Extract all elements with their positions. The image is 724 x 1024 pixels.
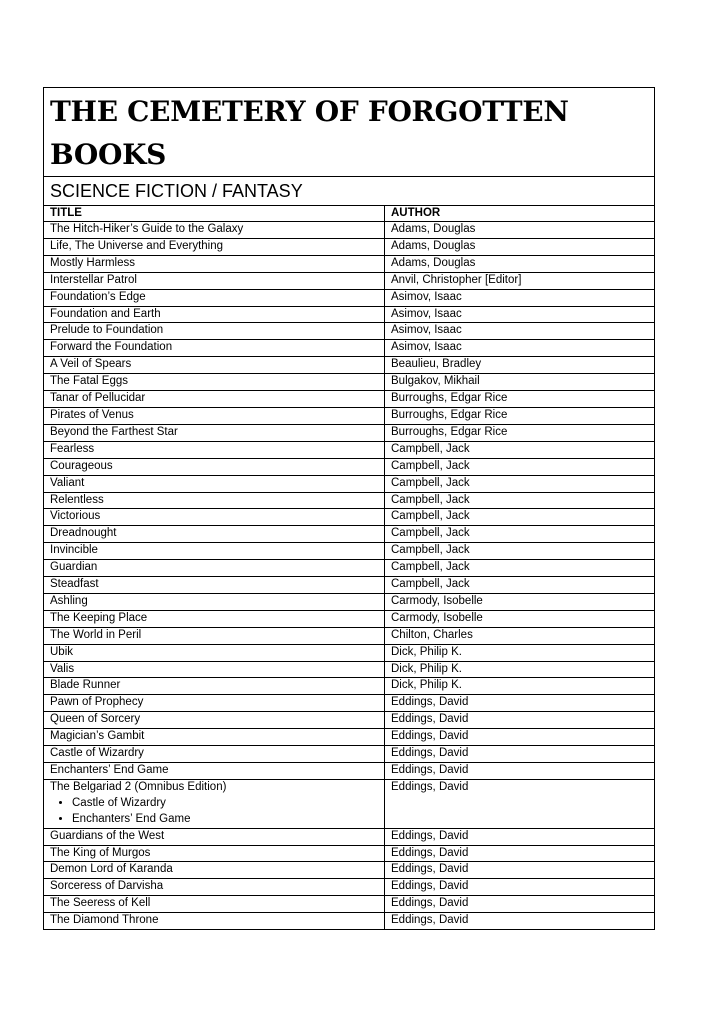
table-row — [44, 374, 655, 391]
book-title-cell — [44, 222, 385, 239]
book-author-cell — [385, 610, 655, 627]
book-author-cell — [385, 357, 655, 374]
book-title: Courageous — [50, 459, 113, 472]
book-author-cell — [385, 644, 655, 661]
table-row — [44, 577, 655, 594]
table-row — [44, 509, 655, 526]
table-row — [44, 644, 655, 661]
book-author: Anvil, Christopher [Editor] — [391, 273, 522, 286]
table-row — [44, 306, 655, 323]
book-title: Ubik — [50, 645, 74, 658]
book-author: Campbell, Jack — [391, 561, 470, 574]
table-row — [44, 896, 655, 913]
book-title: Fearless — [50, 442, 95, 455]
table-row — [44, 340, 655, 357]
book-catalog-table — [43, 87, 655, 930]
book-author: Beaulieu, Bradley — [391, 358, 482, 371]
book-title: Relentless — [50, 493, 104, 506]
book-title-cell — [44, 424, 385, 441]
book-title: The Diamond Throne — [50, 914, 159, 927]
table-row — [44, 862, 655, 879]
book-title: Pirates of Venus — [50, 408, 134, 421]
book-author-cell — [385, 509, 655, 526]
book-title: The Belgariad 2 (Omnibus Edition) — [50, 780, 227, 793]
book-author: Burroughs, Edgar Rice — [391, 425, 508, 438]
book-title: Blade Runner — [50, 679, 121, 692]
book-title: The Seeress of Kell — [50, 897, 151, 910]
book-title: Guardian — [50, 561, 98, 574]
book-title-cell — [44, 862, 385, 879]
book-title-cell — [44, 407, 385, 424]
table-row — [44, 729, 655, 746]
table-row — [44, 475, 655, 492]
table-row — [44, 543, 655, 560]
table-row — [44, 492, 655, 509]
table-row — [44, 289, 655, 306]
book-title-cell — [44, 391, 385, 408]
table-row — [44, 879, 655, 896]
book-title: Guardians of the West — [50, 829, 165, 842]
book-title-cell — [44, 577, 385, 594]
book-author: Campbell, Jack — [391, 476, 470, 489]
column-header-title: TITLE — [44, 206, 385, 222]
book-author: Burroughs, Edgar Rice — [391, 392, 508, 405]
book-title-cell — [44, 763, 385, 780]
book-author: Campbell, Jack — [391, 510, 470, 523]
book-title-cell — [44, 374, 385, 391]
book-title: Foundation’s Edge — [50, 290, 146, 303]
table-row — [44, 458, 655, 475]
book-title: Forward the Foundation — [50, 341, 173, 354]
book-author-cell — [385, 879, 655, 896]
omnibus-contents-list — [50, 796, 378, 828]
table-row — [44, 712, 655, 729]
book-title-cell — [44, 845, 385, 862]
book-author-cell — [385, 828, 655, 845]
book-author-cell — [385, 374, 655, 391]
book-author-cell — [385, 441, 655, 458]
book-title: Valiant — [50, 476, 85, 489]
book-title: Dreadnought — [50, 527, 117, 540]
book-author-cell — [385, 238, 655, 255]
book-author: Adams, Douglas — [391, 223, 476, 235]
book-author-cell — [385, 627, 655, 644]
book-author-cell — [385, 306, 655, 323]
book-author: Eddings, David — [391, 780, 469, 793]
title-row — [44, 88, 655, 177]
book-author-cell — [385, 845, 655, 862]
table-row — [44, 913, 655, 930]
table-row — [44, 407, 655, 424]
book-author-cell — [385, 661, 655, 678]
book-author: Eddings, David — [391, 696, 469, 709]
book-author-cell — [385, 913, 655, 930]
book-title-cell — [44, 441, 385, 458]
book-author-cell — [385, 526, 655, 543]
book-author: Campbell, Jack — [391, 544, 470, 557]
book-author: Campbell, Jack — [391, 578, 470, 591]
book-author: Eddings, David — [391, 713, 469, 726]
book-author: Chilton, Charles — [391, 628, 473, 641]
book-author: Burroughs, Edgar Rice — [391, 408, 508, 421]
book-title-cell — [44, 610, 385, 627]
book-title: The King of Murgos — [50, 846, 151, 859]
book-title-cell — [44, 340, 385, 357]
book-author-cell — [385, 543, 655, 560]
document-title: THE CEMETERY OF FORGOTTEN BOOKS — [44, 88, 655, 177]
book-author: Eddings, David — [391, 880, 469, 893]
book-author-cell — [385, 678, 655, 695]
book-author-cell — [385, 492, 655, 509]
section-row — [44, 177, 655, 206]
book-author: Asimov, Isaac — [391, 290, 462, 303]
book-title: Victorious — [50, 510, 101, 523]
table-row — [44, 627, 655, 644]
book-author-cell — [385, 323, 655, 340]
table-row — [44, 593, 655, 610]
book-title-cell — [44, 712, 385, 729]
book-author-cell — [385, 729, 655, 746]
book-author-cell — [385, 272, 655, 289]
book-author: Dick, Philip K. — [391, 679, 462, 692]
table-row — [44, 695, 655, 712]
book-title-cell — [44, 357, 385, 374]
book-title-cell — [44, 323, 385, 340]
book-author: Eddings, David — [391, 730, 469, 743]
book-title: Sorceress of Darvisha — [50, 880, 164, 893]
book-author-cell — [385, 222, 655, 239]
table-row — [44, 424, 655, 441]
table-row — [44, 610, 655, 627]
book-title: Magician’s Gambit — [50, 730, 145, 743]
table-row — [44, 661, 655, 678]
book-title-cell — [44, 475, 385, 492]
book-author: Eddings, David — [391, 863, 469, 876]
book-title: Valis — [50, 662, 75, 675]
table-row — [44, 763, 655, 780]
book-title: Foundation and Earth — [50, 307, 161, 320]
book-title: Invincible — [50, 544, 98, 557]
book-title-cell — [44, 238, 385, 255]
book-title: Mostly Harmless — [50, 256, 135, 269]
table-row — [44, 560, 655, 577]
book-title-cell — [44, 526, 385, 543]
book-author: Campbell, Jack — [391, 442, 470, 455]
book-author-cell — [385, 407, 655, 424]
book-title: Queen of Sorcery — [50, 713, 141, 726]
book-author: Campbell, Jack — [391, 459, 470, 472]
table-row — [44, 391, 655, 408]
book-title: The Keeping Place — [50, 611, 148, 624]
book-author: Carmody, Isobelle — [391, 594, 483, 607]
table-row — [44, 272, 655, 289]
book-title-cell — [44, 828, 385, 845]
book-title: Beyond the Farthest Star — [50, 425, 178, 438]
book-title-cell — [44, 746, 385, 763]
book-author-cell — [385, 763, 655, 780]
book-author-cell — [385, 289, 655, 306]
book-author: Adams, Douglas — [391, 239, 476, 252]
book-title-cell — [44, 913, 385, 930]
book-title-cell — [44, 879, 385, 896]
book-author-cell — [385, 391, 655, 408]
book-title: Pawn of Prophecy — [50, 696, 144, 709]
table-row — [44, 238, 655, 255]
table-row — [44, 845, 655, 862]
book-author-cell — [385, 779, 655, 828]
book-author-cell — [385, 746, 655, 763]
book-title-cell — [44, 661, 385, 678]
book-author: Eddings, David — [391, 846, 469, 859]
book-title-cell — [44, 255, 385, 272]
book-author: Campbell, Jack — [391, 493, 470, 506]
book-title-cell — [44, 678, 385, 695]
book-author: Eddings, David — [391, 897, 469, 910]
book-author: Adams, Douglas — [391, 256, 476, 269]
book-author-cell — [385, 560, 655, 577]
book-title: Enchanters’ End Game — [50, 764, 169, 776]
book-title-cell — [44, 627, 385, 644]
book-title-cell — [44, 543, 385, 560]
book-author: Eddings, David — [391, 829, 469, 842]
book-author-cell — [385, 712, 655, 729]
book-author: Carmody, Isobelle — [391, 611, 483, 624]
book-author-cell — [385, 577, 655, 594]
book-title: The Fatal Eggs — [50, 375, 128, 388]
book-title: Castle of Wizardry — [50, 747, 144, 760]
book-title: Ashling — [50, 594, 88, 607]
book-title: Demon Lord of Karanda — [50, 863, 173, 876]
book-title: A Veil of Spears — [50, 358, 132, 371]
book-author: Campbell, Jack — [391, 527, 470, 540]
table-row — [44, 255, 655, 272]
book-title-cell — [44, 896, 385, 913]
section-heading: SCIENCE FICTION / FANTASY — [44, 177, 655, 206]
book-title-cell — [44, 272, 385, 289]
book-author-cell — [385, 896, 655, 913]
book-author-cell — [385, 255, 655, 272]
book-author: Eddings, David — [391, 747, 469, 760]
column-header-row — [44, 206, 655, 222]
book-title-cell — [44, 779, 385, 828]
table-row — [44, 222, 655, 239]
book-title-cell — [44, 560, 385, 577]
omnibus-contents-item: • Castle of Wizardry — [72, 796, 378, 812]
book-author: Eddings, David — [391, 914, 469, 927]
omnibus-contents-item: • Enchanters’ End Game — [72, 812, 378, 828]
table-row — [44, 828, 655, 845]
book-title: Prelude to Foundation — [50, 324, 164, 337]
book-author-cell — [385, 695, 655, 712]
book-author: Dick, Philip K. — [391, 645, 462, 658]
table-row — [44, 323, 655, 340]
book-author: Dick, Philip K. — [391, 662, 462, 675]
book-title-cell — [44, 492, 385, 509]
book-title-cell — [44, 644, 385, 661]
book-author: Bulgakov, Mikhail — [391, 375, 480, 388]
book-author: Asimov, Isaac — [391, 307, 462, 320]
book-title-cell — [44, 729, 385, 746]
book-title: Life, The Universe and Everything — [50, 239, 224, 252]
table-row — [44, 441, 655, 458]
book-title-cell — [44, 695, 385, 712]
table-row — [44, 678, 655, 695]
book-title: Interstellar Patrol — [50, 273, 137, 286]
table-row — [44, 746, 655, 763]
column-header-author: AUTHOR — [385, 206, 655, 222]
book-title-cell — [44, 458, 385, 475]
book-title-cell — [44, 306, 385, 323]
book-author-cell — [385, 475, 655, 492]
book-title: Tanar of Pellucidar — [50, 392, 146, 405]
table-row — [44, 526, 655, 543]
book-title: The Hitch-Hiker’s Guide to the Galaxy — [50, 223, 244, 235]
book-author: Eddings, David — [391, 764, 469, 776]
book-author: Asimov, Isaac — [391, 324, 462, 337]
book-title: Steadfast — [50, 578, 99, 591]
book-author-cell — [385, 593, 655, 610]
book-title-cell — [44, 289, 385, 306]
book-author-cell — [385, 340, 655, 357]
table-row — [44, 357, 655, 374]
table-row — [44, 779, 655, 828]
book-title-cell — [44, 593, 385, 610]
book-title-cell — [44, 509, 385, 526]
book-author-cell — [385, 424, 655, 441]
book-author: Asimov, Isaac — [391, 341, 462, 354]
book-author-cell — [385, 862, 655, 879]
book-title: The World in Peril — [50, 628, 142, 641]
book-author-cell — [385, 458, 655, 475]
